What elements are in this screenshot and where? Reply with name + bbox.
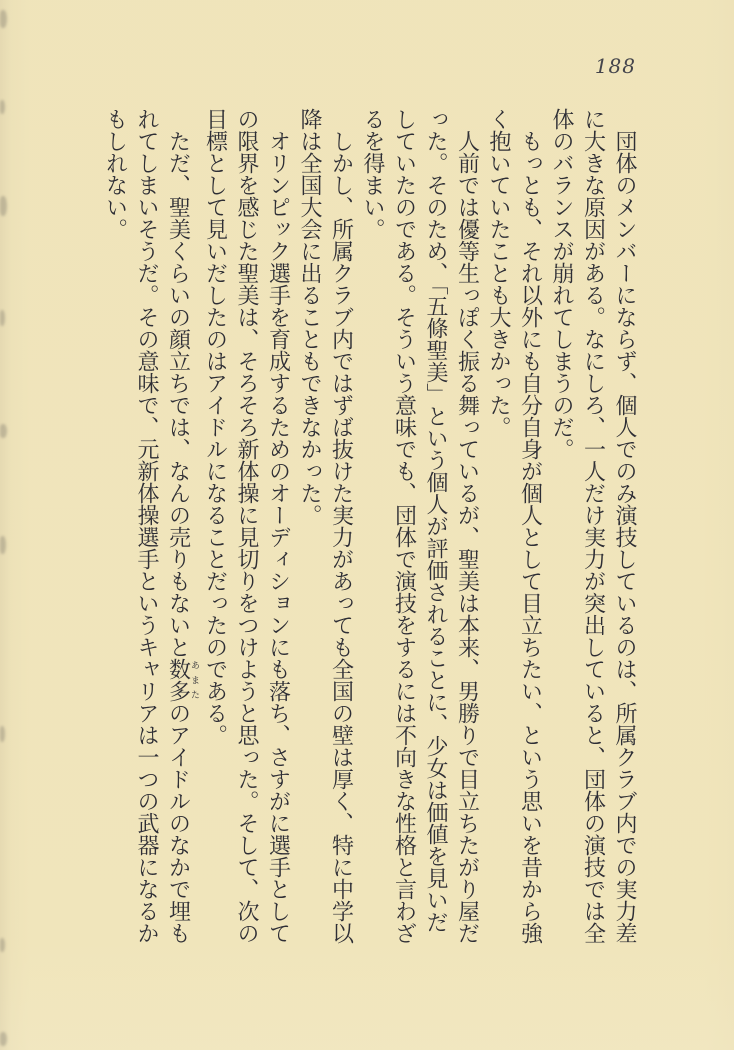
page-edge-mark: [0, 726, 5, 742]
body-text-block: [99, 108, 640, 945]
paragraph-2: もっとも、それ以外にも自分自身が個人として目立ちたい、という思いを昔から強く抱いていたことも大きかった。: [486, 108, 543, 944]
paragraph-1: 団体のメンバーにならず、個人でのみ演技しているのは、所属クラブ内での実力差に大きな原因がある。なにしろ、一人だけ実力が突出していると、団体の演技では全体のバランスが崩れてしまうのだ。: [549, 108, 637, 944]
paragraph-5: オリンピック選手を育成するためのオーディションにも落ち、さすがに選手としての限界を感じた聖美は、そろそろ新体操に見切りをつけようと思った。そして、次の目標として見いだしたのはアイドルになることだったのである。: [202, 108, 291, 944]
page-edge-mark: [0, 424, 7, 438]
page-edge-mark: [0, 100, 5, 114]
paragraph-6-lead: ただ、聖美くらいの顔立ちでは、なんの売りもないと: [165, 130, 191, 658]
page-edge-mark: [0, 938, 5, 952]
paragraph-6: [99, 108, 199, 945]
page-edge-mark: [0, 10, 7, 28]
paragraph-3: 人前では優等生っぽく振る舞っているが、聖美は本来、男勝りで目立ちたがり屋だった。そのため、「五條聖美」という個人が評価されることに、少女は価値を見いだしていたのである。そういう意味でも、団体で演技をするには不向きな性格と言わざるを得まい。: [360, 108, 480, 944]
paragraph-4: しかし、所属クラブ内ではずば抜けた実力があっても全国の壁は厚く、特に中学以降は全国大会に出ることもできなかった。: [297, 108, 354, 944]
page-edge-mark: [0, 1032, 7, 1046]
ruby-base: 数多: [165, 658, 191, 702]
page-edge-mark: [0, 536, 6, 554]
page-edge-mark: [0, 310, 5, 326]
ruby-reading: あまた: [189, 658, 199, 702]
page-number: 188: [594, 54, 636, 78]
paragraph-6-tail: のアイドルのなかで埋もれてしまいそうだ。その意味で、元新体操選手というキャリアは一つの武器になるかもしれない。: [102, 108, 191, 944]
ruby-amata: [165, 658, 199, 702]
page-edge-shadows: [0, 0, 14, 1050]
page-edge-mark: [0, 196, 7, 216]
